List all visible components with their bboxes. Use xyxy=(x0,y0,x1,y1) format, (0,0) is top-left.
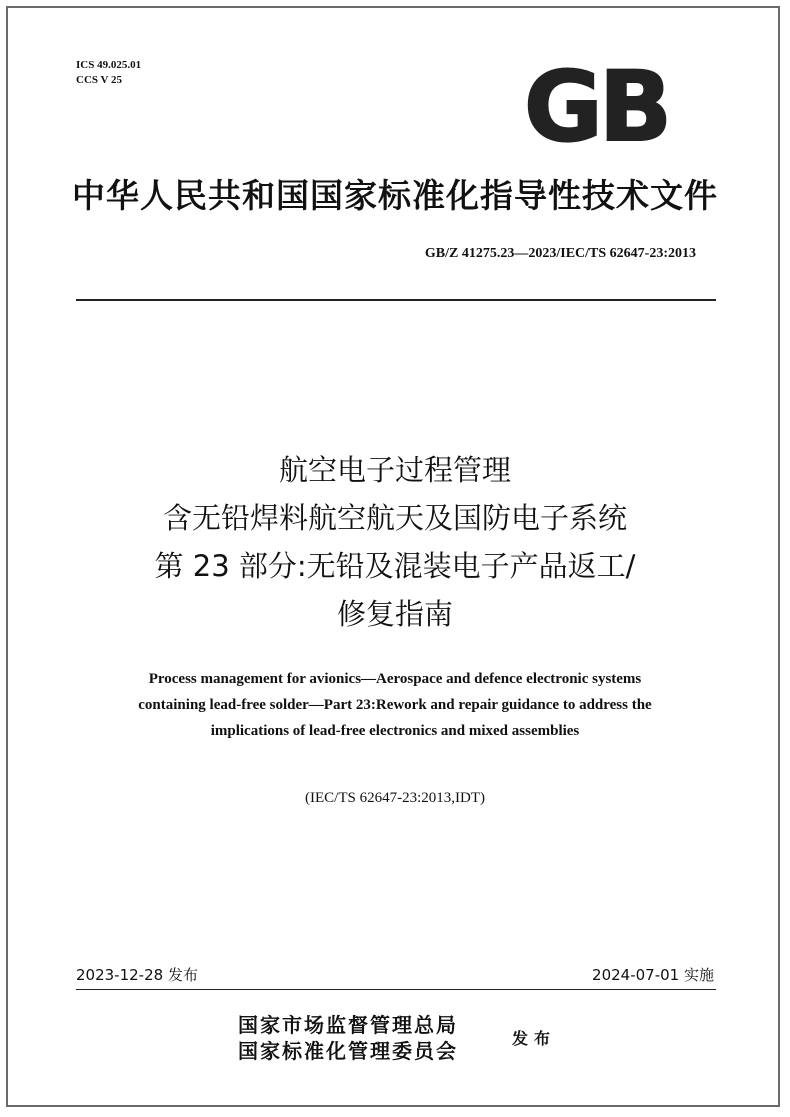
issuer-sac: 国家标准化管理委员会 xyxy=(238,1039,458,1063)
english-title xyxy=(70,666,720,744)
document-type-title: 中华人民共和国国家标准化指导性技术文件 xyxy=(72,176,718,215)
classification-codes xyxy=(76,58,141,88)
chinese-title xyxy=(0,446,790,638)
english-title-line-3: implications of lead-free electronics and mixed assemblies xyxy=(210,723,580,739)
issuer-samr: 国家市场监督管理总局 xyxy=(238,1013,458,1037)
chinese-title-line-1: 航空电子过程管理 xyxy=(278,453,511,487)
gb-logo xyxy=(518,60,674,148)
top-divider xyxy=(76,299,716,301)
bottom-divider xyxy=(76,989,716,990)
issue-label: 发布 xyxy=(512,1029,557,1048)
ccs-code: CCS V 25 xyxy=(76,74,123,86)
issuing-organizations xyxy=(238,1012,458,1064)
implementation-date: 2024-07-01 实施 xyxy=(592,966,714,984)
chinese-title-line-4: 修复指南 xyxy=(336,597,453,631)
publication-date: 2023-12-28 发布 xyxy=(76,966,198,984)
standard-number: GB/Z 41275.23—2023/IEC/TS 62647-23:2013 xyxy=(424,246,696,261)
gb-logo-text: GB xyxy=(524,60,668,148)
equivalence-note: (IEC/TS 62647-23:2013,IDT) xyxy=(305,790,485,806)
ics-code: ICS 49.025.01 xyxy=(76,59,142,71)
english-title-line-2: containing lead-free solder—Part 23:Rework and repair guidance to address the xyxy=(138,697,652,713)
english-title-line-1: Process management for avionics—Aerospace and defence electronic systems xyxy=(148,671,642,687)
chinese-title-line-3: 第 23 部分:无铅及混装电子产品返工/ xyxy=(154,549,636,583)
chinese-title-line-2: 含无铅焊料航空航天及国防电子系统 xyxy=(162,501,627,535)
